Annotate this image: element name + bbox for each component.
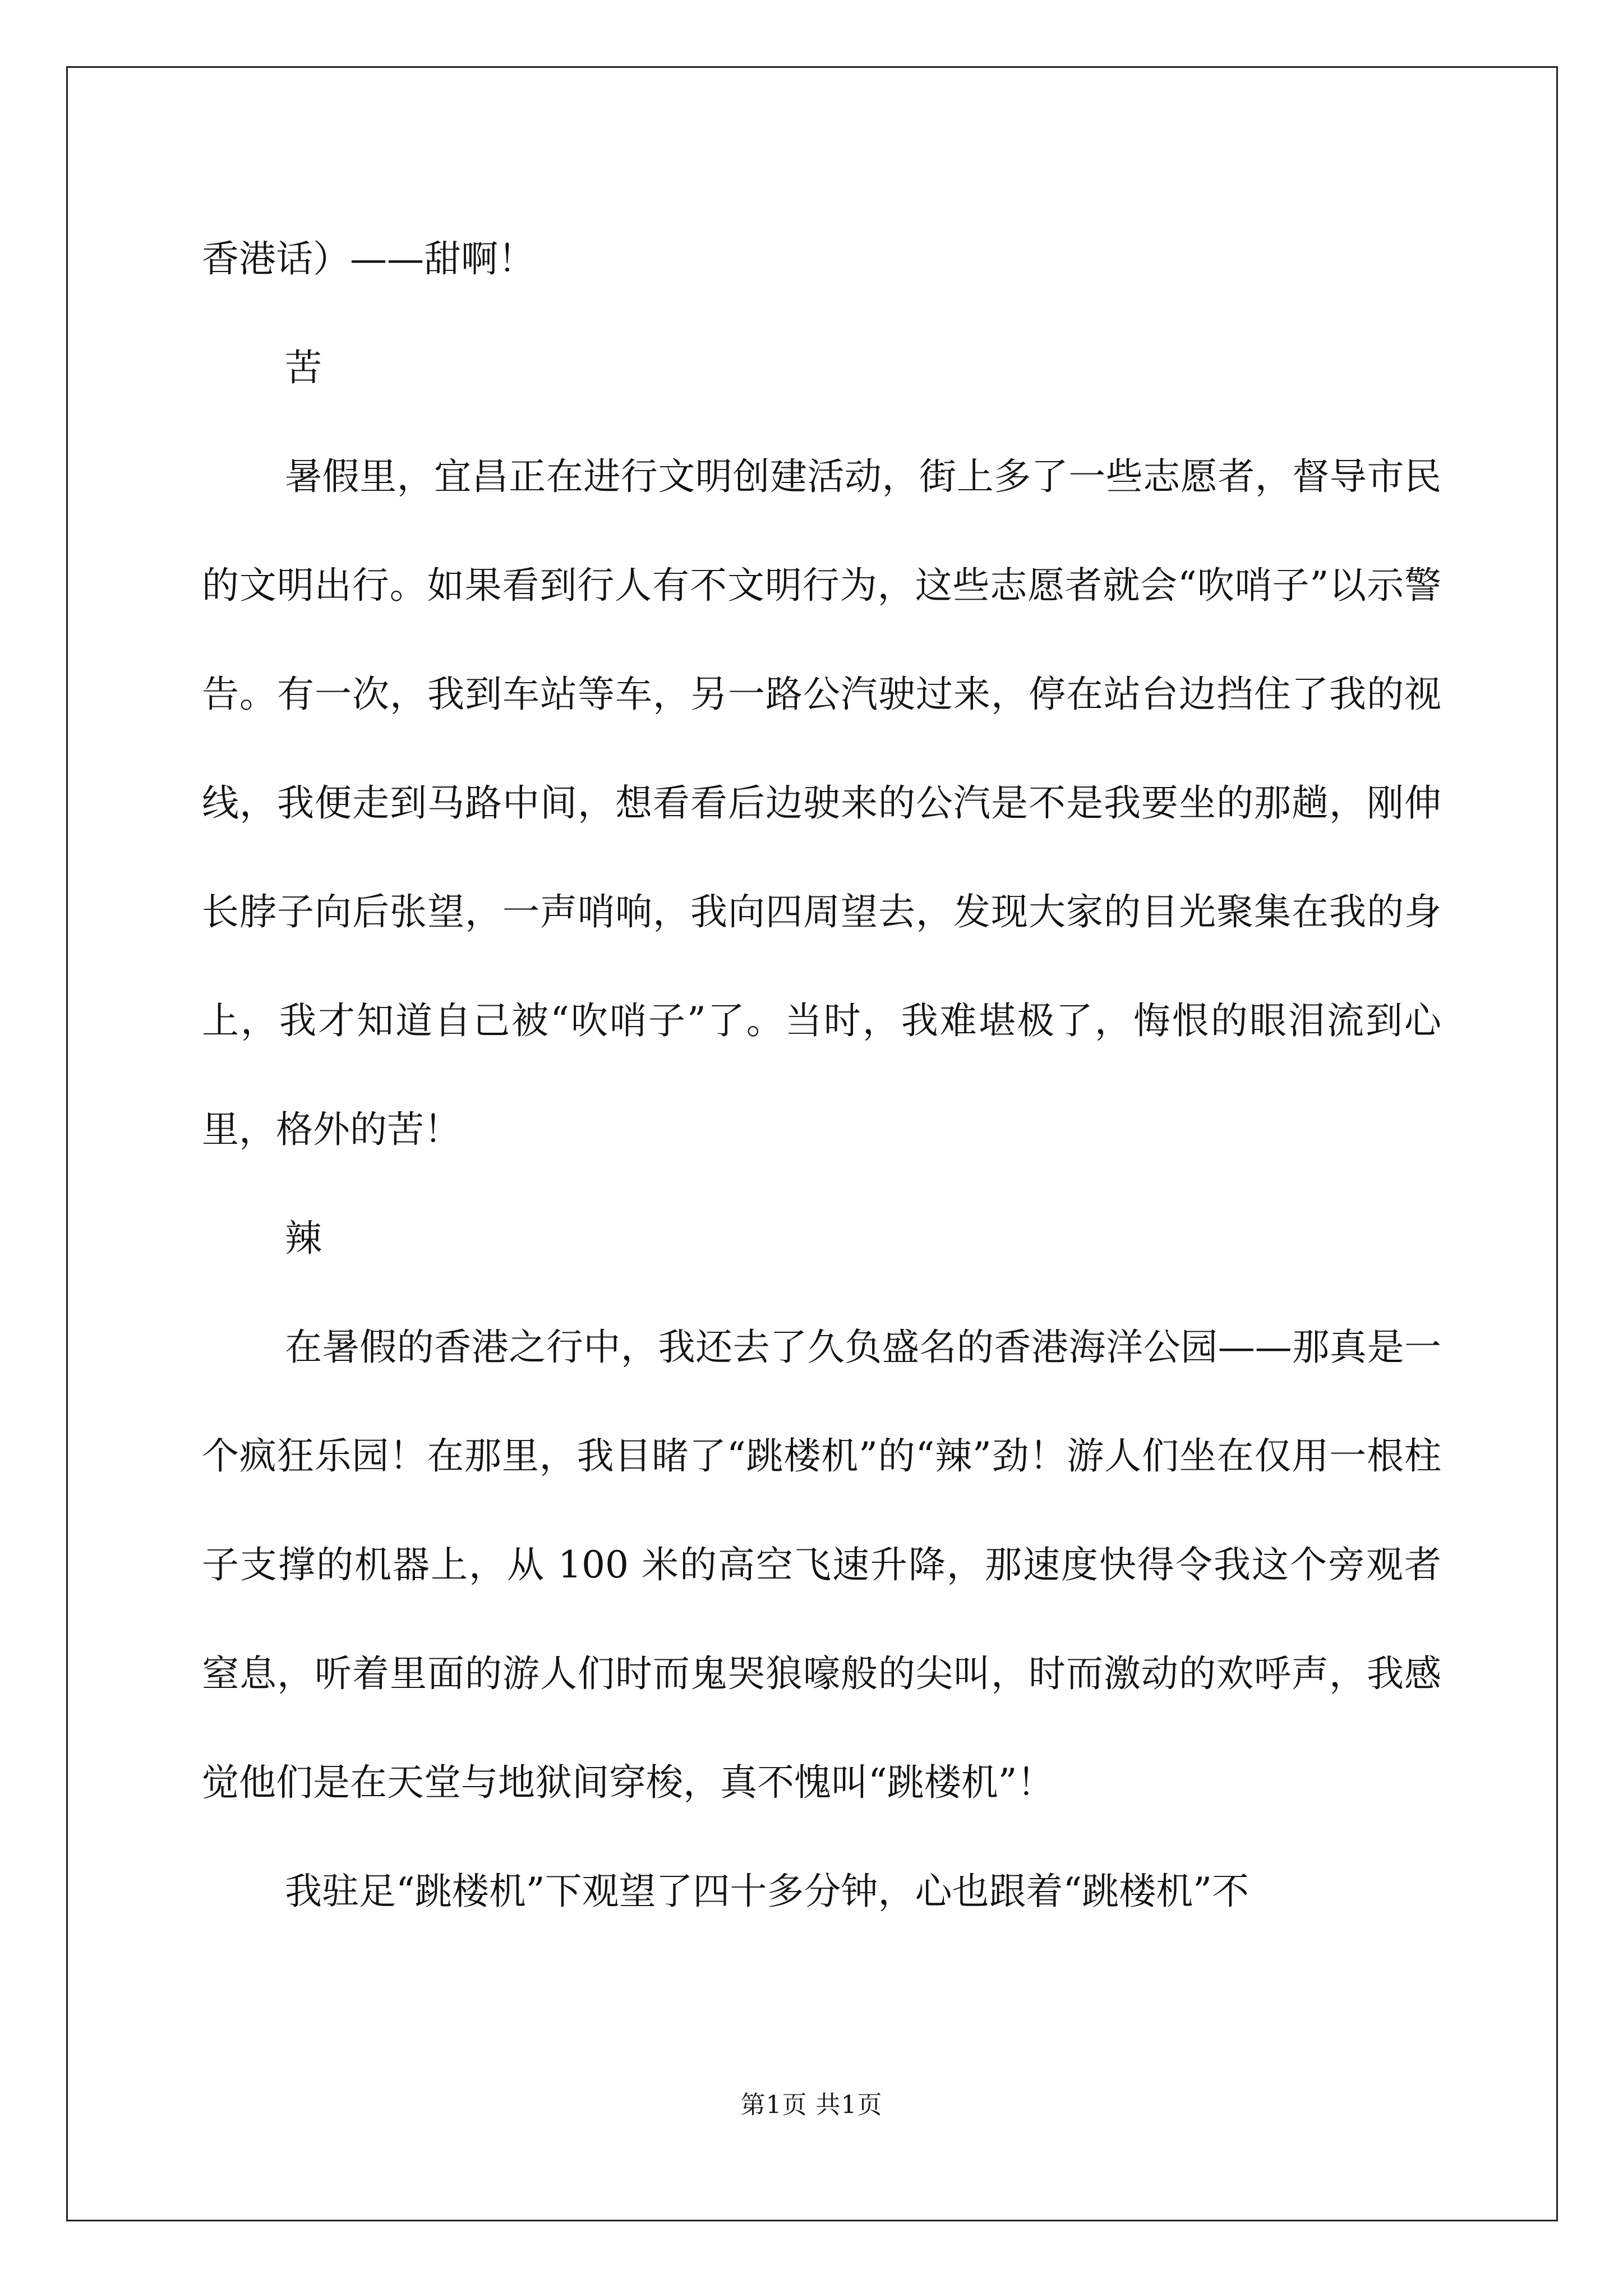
paragraph-1: 香港话）——甜啊！ (202, 237, 535, 280)
paragraph-bitter: 暑假里，宜昌正在进行文明创建活动，街上多了一些志愿者，督导市民的文明出行。如果看到行人有不文明行为，这些志愿者就会“吹哨子”以示警告。有一次，我到车站等车，另一路公汽驶过来，停在站台边挡住了我的视线，我便走到马路中间，想看看后边驶来的公汽是不是我要坐的那趟，刚伸长脖子向后张望，一声哨响，我向四周望去，发现大家的目光聚集在我的身上，我才知道自己被“吹哨子”了。当时，我难堪极了，悔恨的眼泪流到心里，格外的苦！ (202, 455, 1441, 1151)
section-heading-bitter: 苦 (285, 346, 322, 389)
section-heading-spicy: 辣 (285, 1217, 322, 1260)
paragraph-continuation: 我驻足“跳楼机”下观望了四十多分钟，心也跟着“跳楼机”不 (285, 1870, 1249, 1913)
page-footer: 第1页 共1页 (740, 2091, 883, 2119)
paragraph-spicy: 在暑假的香港之行中，我还去了久负盛名的香港海洋公园——那真是一个疯狂乐园！在那里，我目睹了“跳楼机”的“辣”劲！游人们坐在仅用一根柱子支撑的机器上，从 100 米的高空飞速升降，那速度快得令我这个旁观者窒息，听着里面的游人们时而鬼哭狼嚎般的尖叫，时而激动的欢呼声，我感觉他们是在天堂与地狱间穿梭，真不愧叫“跳楼机”！ (202, 1326, 1441, 1804)
document-body (202, 205, 1441, 1946)
